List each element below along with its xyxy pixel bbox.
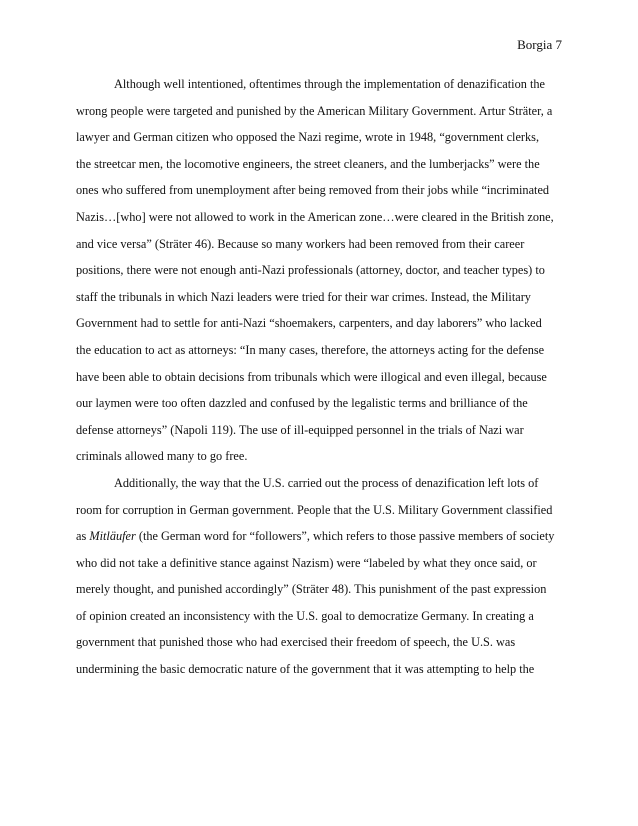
text-line: Government had to settle for anti-Nazi “shoemakers, carpenters, and day laborers” who lacked bbox=[76, 316, 542, 331]
text-line: room for corruption in German government. People that the U.S. Military Government classified bbox=[76, 502, 553, 517]
page-header: Borgia 7 bbox=[517, 37, 562, 52]
text-fragment: as bbox=[76, 529, 90, 544]
text-line: staff the tribunals in which Nazi leaders were tried for their war crimes. Instead, the Military bbox=[76, 289, 531, 304]
text-fragment: (the German word for “followers”, which refers to those passive members of society bbox=[135, 529, 555, 544]
text-line: who did not take a definitive stance against Nazism) were “labeled by what they once said, or bbox=[76, 555, 537, 570]
italic-term: Mitläufer bbox=[89, 529, 136, 544]
text-line: our laymen were too often dazzled and confused by the legalistic terms and brilliance of the bbox=[76, 396, 528, 411]
text-line: defense attorneys” (Napoli 119). The use of ill-equipped personnel in the trials of Nazi war bbox=[76, 422, 524, 437]
paragraph-2 bbox=[76, 470, 568, 683]
text-line: undermining the basic democratic nature of the government that it was attempting to help the bbox=[76, 662, 535, 677]
text-line: merely thought, and punished accordingly” (Sträter 48). This punishment of the past expression bbox=[76, 582, 547, 597]
text-line: Although well intentioned, oftentimes through the implementation of denazification the bbox=[114, 77, 545, 91]
paragraph-1 bbox=[76, 71, 568, 470]
text-line: wrong people were targeted and punished by the American Military Government. Artur Sträter, a bbox=[76, 103, 553, 118]
text-line: government that punished those who had exercised their freedom of speech, the U.S. was bbox=[76, 635, 516, 650]
text-line: ones who suffered from unemployment after being removed from their jobs while “incriminated bbox=[76, 183, 550, 198]
text-line: and vice versa” (Sträter 46). Because so many workers had been removed from their career bbox=[76, 236, 525, 251]
document-body bbox=[76, 71, 568, 683]
text-line: the streetcar men, the locomotive engineers, the street cleaners, and the lumberjacks” were the bbox=[76, 156, 540, 171]
text-line: have been able to obtain decisions from tribunals which were illogical and even illegal, because bbox=[76, 369, 547, 384]
text-line: Additionally, the way that the U.S. carried out the process of denazification left lots of bbox=[114, 475, 539, 490]
text-line: criminals allowed many to go free. bbox=[76, 449, 248, 464]
text-line: Nazis…[who] were not allowed to work in the American zone…were cleared in the British zone, bbox=[76, 209, 554, 224]
text-line-with-italic bbox=[76, 523, 568, 550]
text-line: lawyer and German citizen who opposed the Nazi regime, wrote in 1948, “government clerks, bbox=[76, 130, 540, 145]
text-line: of opinion created an inconsistency with the U.S. goal to democratize Germany. In creating a bbox=[76, 608, 534, 623]
text-line: the education to act as attorneys: “In many cases, therefore, the attorneys acting for the defense bbox=[76, 342, 545, 357]
text-line: positions, there were not enough anti-Nazi professionals (attorney, doctor, and teacher types) to bbox=[76, 263, 545, 278]
